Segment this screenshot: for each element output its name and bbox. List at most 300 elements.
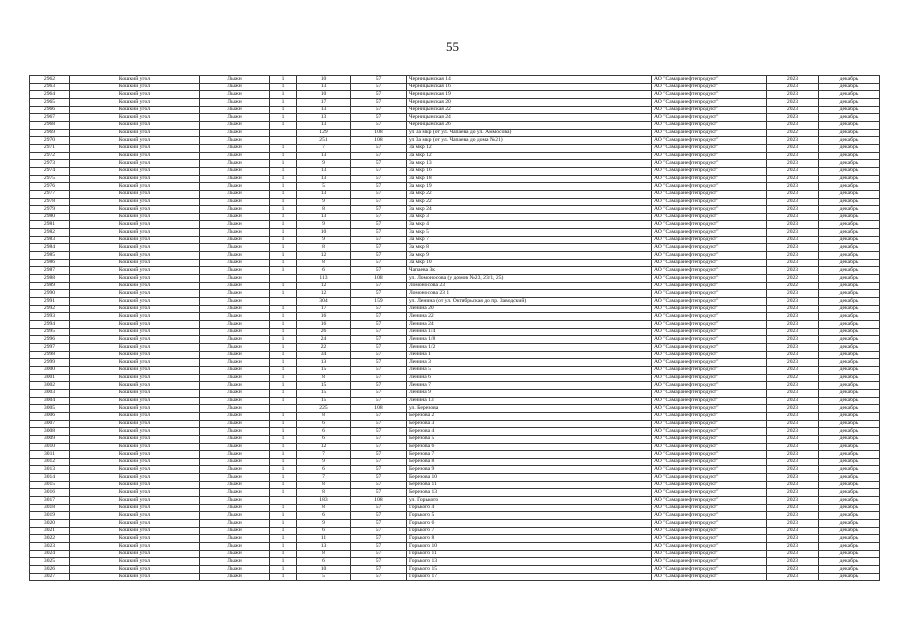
table-row (30, 412, 880, 420)
row-number-cell: 2983 (30, 236, 70, 244)
row-number-cell: 2988 (30, 275, 70, 283)
address-cell: Горького 13 (407, 558, 652, 566)
diameter-cell: 57 (351, 236, 407, 244)
table-row (30, 497, 880, 505)
year-cell: 2023 (767, 98, 819, 106)
diameter-cell: 57 (351, 252, 407, 260)
organization-cell: АО "Самаранефтепродукт" (652, 443, 767, 451)
table-row (30, 106, 880, 114)
organization-cell: АО "Самаранефтепродукт" (652, 267, 767, 275)
object-type-cell: Кошкий угол (70, 435, 200, 443)
diameter-cell: 57 (351, 520, 407, 528)
object-type-cell: Кошкий угол (70, 267, 200, 275)
material-cell: Лыжн (200, 183, 270, 191)
object-type-cell: Кошкий угол (70, 497, 200, 505)
table-row (30, 535, 880, 543)
address-cell: 3а мкр 13 (407, 160, 652, 168)
year-cell: 2023 (767, 535, 819, 543)
table-row (30, 221, 880, 229)
length-cell: 13 (297, 543, 351, 551)
diameter-cell: 57 (351, 481, 407, 489)
address-cell: 3а мкр 16 (407, 167, 652, 175)
object-type-cell: Кошкий угол (70, 397, 200, 405)
month-cell: декабрь (819, 497, 880, 505)
organization-cell: АО "Самаранефтепродукт" (652, 435, 767, 443)
length-cell: 13 (297, 213, 351, 221)
table-row (30, 512, 880, 520)
material-cell: Лыжн (200, 389, 270, 397)
object-type-cell: Кошкий угол (70, 535, 200, 543)
count-cell: 1 (270, 336, 297, 344)
year-cell: 2023 (767, 520, 819, 528)
organization-cell: АО "Самаранефтепродукт" (652, 512, 767, 520)
diameter-cell: 57 (351, 558, 407, 566)
length-cell: 17 (297, 305, 351, 313)
organization-cell: АО "Самаранефтепродукт" (652, 389, 767, 397)
address-cell: Березова 2 (407, 412, 652, 420)
row-number-cell: 3006 (30, 412, 70, 420)
table-row (30, 466, 880, 474)
year-cell: 2023 (767, 76, 819, 84)
month-cell: декабрь (819, 76, 880, 84)
length-cell: 10 (297, 566, 351, 574)
count-cell: 1 (270, 183, 297, 191)
month-cell: декабрь (819, 359, 880, 367)
year-cell: 2023 (767, 121, 819, 129)
year-cell: 2023 (767, 405, 819, 413)
month-cell: декабрь (819, 106, 880, 114)
organization-cell: АО "Самаранефтепродукт" (652, 481, 767, 489)
row-number-cell: 2986 (30, 259, 70, 267)
diameter-cell: 57 (351, 389, 407, 397)
length-cell: 251 (297, 137, 351, 145)
address-cell: Горького 5 (407, 512, 652, 520)
length-cell: 8 (297, 489, 351, 497)
organization-cell: АО "Самаранефтепродукт" (652, 359, 767, 367)
count-cell: 1 (270, 236, 297, 244)
address-cell: Черницынская 24 (407, 114, 652, 122)
row-number-cell: 2968 (30, 121, 70, 129)
length-cell: 15 (297, 397, 351, 405)
address-cell: Ломоносова 23 1 (407, 290, 652, 298)
object-type-cell: Кошкий угол (70, 451, 200, 459)
object-type-cell: Кошкий угол (70, 359, 200, 367)
length-cell: 6 (297, 527, 351, 535)
year-cell: 2023 (767, 298, 819, 306)
row-number-cell: 2996 (30, 336, 70, 344)
address-cell: Ломоносова 23 (407, 282, 652, 290)
length-cell: 13 (297, 121, 351, 129)
length-cell: 17 (297, 98, 351, 106)
address-cell: 3а мкр 7 (407, 236, 652, 244)
row-number-cell: 2997 (30, 343, 70, 351)
object-type-cell: Кошкий угол (70, 366, 200, 374)
material-cell: Лыжн (200, 374, 270, 382)
table-row (30, 98, 880, 106)
count-cell: 1 (270, 412, 297, 420)
length-cell: 13 (297, 175, 351, 183)
address-cell: Ленина 13 (407, 397, 652, 405)
organization-cell: АО "Самаранефтепродукт" (652, 412, 767, 420)
material-cell: Лыжн (200, 206, 270, 214)
object-type-cell: Кошкий угол (70, 474, 200, 482)
material-cell: Лыжн (200, 474, 270, 482)
diameter-cell: 57 (351, 206, 407, 214)
address-cell: Чапаева 3к (407, 267, 652, 275)
organization-cell: АО "Самаранефтепродукт" (652, 474, 767, 482)
row-number-cell: 3009 (30, 435, 70, 443)
organization-cell: АО "Самаранефтепродукт" (652, 566, 767, 574)
object-type-cell: Кошкий угол (70, 167, 200, 175)
address-cell: Горького 4 (407, 504, 652, 512)
month-cell: декабрь (819, 313, 880, 321)
count-cell: 1 (270, 152, 297, 160)
material-cell: Лыжн (200, 275, 270, 283)
month-cell: декабрь (819, 351, 880, 359)
object-type-cell: Кошкий угол (70, 129, 200, 137)
diameter-cell: 57 (351, 543, 407, 551)
count-cell: 1 (270, 76, 297, 84)
year-cell: 2023 (767, 259, 819, 267)
count-cell: 1 (270, 489, 297, 497)
object-type-cell: Кошкий угол (70, 389, 200, 397)
diameter-cell: 57 (351, 305, 407, 313)
material-cell: Лыжн (200, 129, 270, 137)
row-number-cell: 3007 (30, 420, 70, 428)
count-cell: 1 (270, 343, 297, 351)
count-cell: 1 (270, 428, 297, 436)
object-type-cell: Кошкий угол (70, 336, 200, 344)
month-cell: декабрь (819, 420, 880, 428)
address-cell: Березова 6 (407, 443, 652, 451)
material-cell: Лыжн (200, 298, 270, 306)
count-cell: 1 (270, 389, 297, 397)
month-cell: декабрь (819, 206, 880, 214)
year-cell: 2022 (767, 129, 819, 137)
table-row (30, 435, 880, 443)
year-cell: 2023 (767, 305, 819, 313)
object-type-cell: Кошкий угол (70, 183, 200, 191)
object-type-cell: Кошкий угол (70, 213, 200, 221)
table-row (30, 558, 880, 566)
organization-cell: АО "Самаранефтепродукт" (652, 328, 767, 336)
count-cell: 1 (270, 466, 297, 474)
count-cell: 1 (270, 366, 297, 374)
address-cell: ул 3а мкр (от ул. Чапаева до дома №21) (407, 137, 652, 145)
length-cell: 10 (297, 229, 351, 237)
organization-cell: АО "Самаранефтепродукт" (652, 252, 767, 260)
row-number-cell: 3023 (30, 543, 70, 551)
material-cell: Лыжн (200, 91, 270, 99)
row-number-cell: 2989 (30, 282, 70, 290)
material-cell: Лыжн (200, 405, 270, 413)
row-number-cell: 2974 (30, 167, 70, 175)
row-number-cell: 2993 (30, 313, 70, 321)
table-row (30, 76, 880, 84)
month-cell: декабрь (819, 520, 880, 528)
address-cell: Ленина 1 (407, 351, 652, 359)
month-cell: декабрь (819, 328, 880, 336)
length-cell: 8 (297, 550, 351, 558)
material-cell: Лыжн (200, 336, 270, 344)
year-cell: 2023 (767, 190, 819, 198)
address-cell: Березова 5 (407, 435, 652, 443)
year-cell: 2023 (767, 152, 819, 160)
month-cell: декабрь (819, 129, 880, 137)
object-type-cell: Кошкий угол (70, 298, 200, 306)
address-cell: Березова 11 (407, 481, 652, 489)
material-cell: Лыжн (200, 458, 270, 466)
material-cell: Лыжн (200, 443, 270, 451)
table-row (30, 382, 880, 390)
address-cell: 3а мкр 9 (407, 252, 652, 260)
year-cell: 2023 (767, 527, 819, 535)
organization-cell: АО "Самаранефтепродукт" (652, 198, 767, 206)
material-cell: Лыжн (200, 535, 270, 543)
material-cell: Лыжн (200, 321, 270, 329)
count-cell: 1 (270, 198, 297, 206)
year-cell: 2022 (767, 275, 819, 283)
diameter-cell: 57 (351, 328, 407, 336)
year-cell: 2022 (767, 374, 819, 382)
month-cell: декабрь (819, 267, 880, 275)
address-cell: Ленина 22 (407, 313, 652, 321)
row-number-cell: 3019 (30, 512, 70, 520)
organization-cell: АО "Самаранефтепродукт" (652, 290, 767, 298)
organization-cell: АО "Самаранефтепродукт" (652, 144, 767, 152)
row-number-cell: 2990 (30, 290, 70, 298)
year-cell: 2023 (767, 229, 819, 237)
material-cell: Лыжн (200, 489, 270, 497)
table-row (30, 428, 880, 436)
material-cell: Лыжн (200, 435, 270, 443)
address-cell: Ленина 24 (407, 321, 652, 329)
object-type-cell: Кошкий угол (70, 489, 200, 497)
object-type-cell: Кошкий угол (70, 573, 200, 581)
count-cell: 1 (270, 458, 297, 466)
row-number-cell: 2991 (30, 298, 70, 306)
row-number-cell: 2984 (30, 244, 70, 252)
diameter-cell: 57 (351, 160, 407, 168)
material-cell: Лыжн (200, 282, 270, 290)
table-row (30, 321, 880, 329)
table-row (30, 290, 880, 298)
year-cell: 2023 (767, 267, 819, 275)
count-cell: 1 (270, 175, 297, 183)
address-cell: 3а мкр 12 (407, 144, 652, 152)
count-cell: 1 (270, 213, 297, 221)
month-cell: декабрь (819, 167, 880, 175)
row-number-cell: 3021 (30, 527, 70, 535)
address-cell: Ленина 3 (407, 359, 652, 367)
length-cell: 24 (297, 336, 351, 344)
diameter-cell: 57 (351, 435, 407, 443)
table-row (30, 573, 880, 581)
object-type-cell: Кошкий угол (70, 550, 200, 558)
month-cell: декабрь (819, 389, 880, 397)
length-cell: 8 (297, 259, 351, 267)
year-cell: 2023 (767, 451, 819, 459)
organization-cell: АО "Самаранефтепродукт" (652, 167, 767, 175)
length-cell: 9 (297, 160, 351, 168)
count-cell: 1 (270, 221, 297, 229)
organization-cell: АО "Самаранефтепродукт" (652, 91, 767, 99)
table-row (30, 213, 880, 221)
organization-cell: АО "Самаранефтепродукт" (652, 313, 767, 321)
count-cell: 1 (270, 374, 297, 382)
address-cell: 3а мкр 22 (407, 190, 652, 198)
year-cell: 2023 (767, 244, 819, 252)
length-cell: 6 (297, 558, 351, 566)
year-cell: 2023 (767, 213, 819, 221)
row-number-cell: 3005 (30, 405, 70, 413)
year-cell: 2023 (767, 114, 819, 122)
address-cell: Ленина 20 (407, 305, 652, 313)
object-type-cell: Кошкий угол (70, 160, 200, 168)
diameter-cell: 57 (351, 144, 407, 152)
organization-cell: АО "Самаранефтепродукт" (652, 550, 767, 558)
diameter-cell: 57 (351, 535, 407, 543)
year-cell: 2023 (767, 236, 819, 244)
count-cell: 1 (270, 512, 297, 520)
address-cell: Черницынская 26 (407, 121, 652, 129)
material-cell: Лыжн (200, 98, 270, 106)
table-body (30, 76, 880, 581)
month-cell: декабрь (819, 382, 880, 390)
count-cell: 1 (270, 206, 297, 214)
material-cell: Лыжн (200, 267, 270, 275)
object-type-cell: Кошкий угол (70, 91, 200, 99)
month-cell: декабрь (819, 405, 880, 413)
organization-cell: АО "Самаранефтепродукт" (652, 275, 767, 283)
month-cell: декабрь (819, 550, 880, 558)
count-cell: 1 (270, 190, 297, 198)
organization-cell: АО "Самаранефтепродукт" (652, 221, 767, 229)
address-cell: Горького 15 (407, 566, 652, 574)
organization-cell: АО "Самаранефтепродукт" (652, 98, 767, 106)
table-row (30, 144, 880, 152)
object-type-cell: Кошкий угол (70, 114, 200, 122)
row-number-cell: 3013 (30, 466, 70, 474)
length-cell: 13 (297, 190, 351, 198)
month-cell: декабрь (819, 412, 880, 420)
material-cell: Лыжн (200, 114, 270, 122)
month-cell: декабрь (819, 252, 880, 260)
object-type-cell: Кошкий угол (70, 466, 200, 474)
count-cell: 1 (270, 420, 297, 428)
count-cell: 1 (270, 435, 297, 443)
count-cell: 1 (270, 114, 297, 122)
month-cell: декабрь (819, 213, 880, 221)
material-cell: Лыжн (200, 366, 270, 374)
object-type-cell: Кошкий угол (70, 305, 200, 313)
object-type-cell: Кошкий угол (70, 566, 200, 574)
count-cell: 1 (270, 535, 297, 543)
table-row (30, 305, 880, 313)
table-row (30, 420, 880, 428)
length-cell: 7 (297, 451, 351, 459)
table-row (30, 114, 880, 122)
object-type-cell: Кошкий угол (70, 412, 200, 420)
count-cell: 1 (270, 290, 297, 298)
month-cell: декабрь (819, 229, 880, 237)
length-cell: 12 (297, 443, 351, 451)
material-cell: Лыжн (200, 420, 270, 428)
length-cell: 15 (297, 366, 351, 374)
address-cell: ул. Ломоносова (у домов №23, 23/1, 25) (407, 275, 652, 283)
table-row (30, 152, 880, 160)
length-cell: 8 (297, 374, 351, 382)
count-cell: 1 (270, 167, 297, 175)
diameter-cell: 57 (351, 566, 407, 574)
row-number-cell: 3027 (30, 573, 70, 581)
object-type-cell: Кошкий угол (70, 458, 200, 466)
row-number-cell: 2963 (30, 83, 70, 91)
count-cell: 1 (270, 443, 297, 451)
organization-cell: АО "Самаранефтепродукт" (652, 458, 767, 466)
organization-cell: АО "Самаранефтепродукт" (652, 520, 767, 528)
object-type-cell: Кошкий угол (70, 83, 200, 91)
address-cell: 3а мкр 18 (407, 175, 652, 183)
count-cell: 1 (270, 244, 297, 252)
year-cell: 2023 (767, 359, 819, 367)
organization-cell: АО "Самаранефтепродукт" (652, 213, 767, 221)
organization-cell: АО "Самаранефтепродукт" (652, 535, 767, 543)
material-cell: Лыжн (200, 175, 270, 183)
diameter-cell: 108 (351, 137, 407, 145)
object-type-cell: Кошкий угол (70, 527, 200, 535)
row-number-cell: 2962 (30, 76, 70, 84)
object-type-cell: Кошкий угол (70, 481, 200, 489)
count-cell: 1 (270, 481, 297, 489)
organization-cell: АО "Самаранефтепродукт" (652, 336, 767, 344)
material-cell: Лыжн (200, 550, 270, 558)
count-cell: 1 (270, 313, 297, 321)
object-type-cell: Кошкий угол (70, 144, 200, 152)
object-type-cell: Кошкий угол (70, 558, 200, 566)
count-cell (270, 137, 297, 145)
row-number-cell: 2976 (30, 183, 70, 191)
row-number-cell: 2995 (30, 328, 70, 336)
table-row (30, 359, 880, 367)
month-cell: декабрь (819, 481, 880, 489)
organization-cell: АО "Самаранефтепродукт" (652, 366, 767, 374)
row-number-cell: 3026 (30, 566, 70, 574)
length-cell: 12 (297, 290, 351, 298)
object-type-cell: Кошкий угол (70, 206, 200, 214)
row-number-cell: 3010 (30, 443, 70, 451)
table-row (30, 137, 880, 145)
organization-cell: АО "Самаранефтепродукт" (652, 382, 767, 390)
organization-cell: АО "Самаранефтепродукт" (652, 206, 767, 214)
object-type-cell: Кошкий угол (70, 382, 200, 390)
table-row (30, 267, 880, 275)
row-number-cell: 2964 (30, 91, 70, 99)
row-number-cell: 2973 (30, 160, 70, 168)
material-cell: Лыжн (200, 160, 270, 168)
diameter-cell: 57 (351, 221, 407, 229)
address-cell: Горького 10 (407, 543, 652, 551)
material-cell: Лыжн (200, 137, 270, 145)
table-row (30, 451, 880, 459)
organization-cell: АО "Самаранефтепродукт" (652, 305, 767, 313)
diameter-cell: 57 (351, 359, 407, 367)
row-number-cell: 2980 (30, 213, 70, 221)
length-cell: 5 (297, 573, 351, 581)
material-cell: Лыжн (200, 573, 270, 581)
organization-cell: АО "Самаранефтепродукт" (652, 121, 767, 129)
diameter-cell: 57 (351, 412, 407, 420)
